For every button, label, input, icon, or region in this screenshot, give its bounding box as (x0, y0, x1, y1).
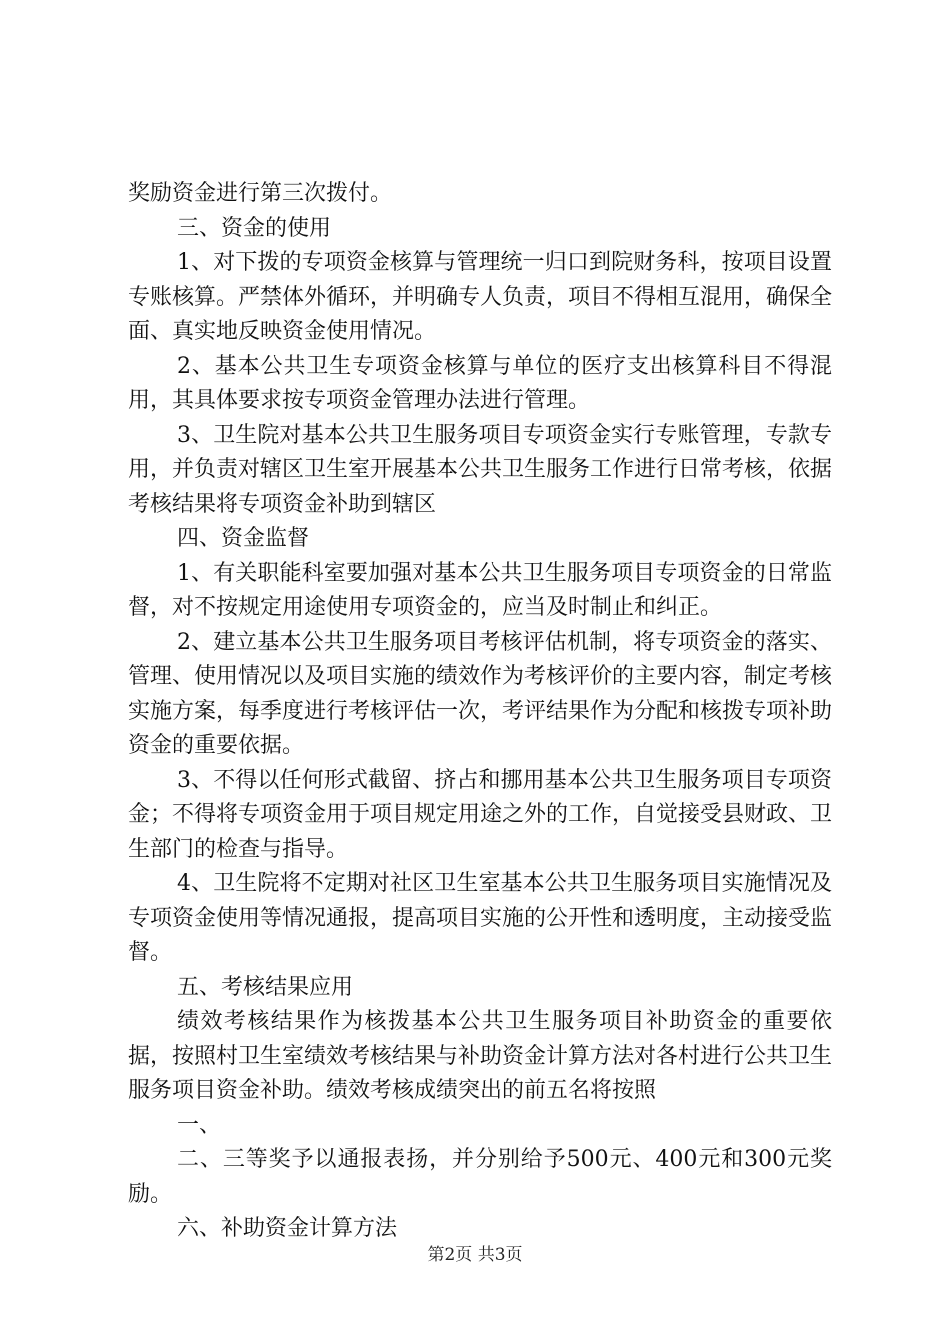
section-heading-6: 六、补助资金计算方法 (177, 1216, 398, 1241)
document-body (128, 177, 832, 1247)
paragraph-5-1: 绩效考核结果作为核拨基本公共卫生服务项目补助资金的重要依据，按照村卫生室绩效考核结果与补助资金计算方法对各村进行公共卫生服务项目资金补助。绩效考核成绩突出的前五名将按照 (128, 1009, 833, 1103)
paragraph-5-2: 二、三等奖予以通报表扬，并分别给予500元、400元和300元奖励。 (128, 1147, 832, 1207)
paragraph-5-list-marker: 一、 (177, 1112, 222, 1138)
paragraph-4-3: 3、不得以任何形式截留、挤占和挪用基本公共卫生服务项目专项资金；不得将专项资金用于项目规定用途之外的工作，自觉接受县财政、卫生部门的检查与指导。 (128, 767, 833, 862)
paragraph-3-1: 1、对下拨的专项资金核算与管理统一归口到院财务科，按项目设置专账核算。严禁体外循环，并明确专人负责，项目不得相互混用，确保全面、真实地反映资金使用情况。 (128, 250, 833, 344)
page-footer: 第2页 共3页 (427, 1245, 523, 1265)
paragraph-continuation: 奖励资金进行第三次拨付。 (128, 181, 393, 206)
paragraph-3-3: 3、卫生院对基本公共卫生服务项目专项资金实行专账管理，专款专用，并负责对辖区卫生室开展基本公共卫生服务工作进行日常考核，依据考核结果将专项资金补助到辖区 (128, 422, 833, 517)
section-heading-4: 四、资金监督 (177, 526, 310, 551)
paragraph-3-2: 2、基本公共卫生专项资金核算与单位的医疗支出核算科目不得混用，其具体要求按专项资金管理办法进行管理。 (128, 353, 832, 413)
paragraph-4-4: 4、卫生院将不定期对社区卫生室基本公共卫生服务项目实施情况及专项资金使用等情况通报，提高项目实施的公开性和透明度，主动接受监督。 (128, 871, 833, 965)
section-heading-3: 三、资金的使用 (177, 215, 332, 241)
paragraph-4-2: 2、建立基本公共卫生服务项目考核评估机制，将专项资金的落实、管理、使用情况以及项目实施的绩效作为考核评价的主要内容，制定考核实施方案，每季度进行考核评估一次，考评结果作为分配和核拨专项补助资金的重要依据。 (128, 629, 833, 758)
section-heading-5: 五、考核结果应用 (177, 974, 354, 1000)
paragraph-4-1: 1、有关职能科室要加强对基本公共卫生服务项目专项资金的日常监督，对不按规定用途使用专项资金的，应当及时制止和纠正。 (128, 560, 832, 620)
